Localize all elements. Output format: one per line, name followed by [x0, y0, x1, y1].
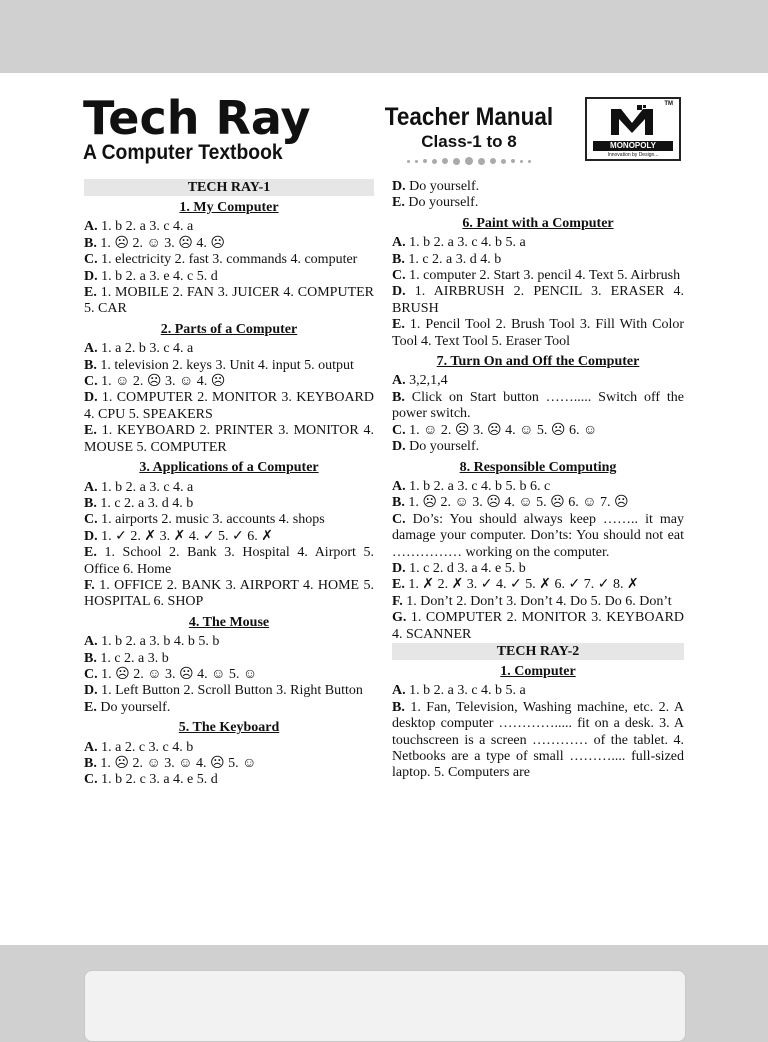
answer-text: 1. b 2. a 3. c 4. a	[101, 479, 194, 495]
logo-name: MONOPOLY	[593, 141, 673, 151]
answer-text: 1. MOBILE 2. FAN 3. JUICER 4. COMPUTER 5. CAR	[84, 285, 375, 317]
answer-item	[392, 284, 684, 317]
answer-text: 1. b 2. a 3. c 4. b 5. a	[409, 235, 526, 251]
manual-block	[372, 103, 566, 165]
answer-text: 1. COMPUTER 2. MONITOR 3. KEYBOARD 4. CPU 5. SPEAKERS	[84, 390, 374, 422]
answer-label: F.	[392, 593, 403, 609]
answer-label: D.	[84, 683, 98, 699]
answer-item	[84, 772, 374, 788]
answer-item	[84, 358, 374, 374]
answer-item	[392, 195, 684, 211]
answer-label: A.	[84, 479, 98, 495]
answer-text: 1. c 2. a 3. d 4. b	[100, 495, 194, 511]
class-range: Class-1 to 8	[421, 132, 517, 151]
answer-item	[392, 594, 684, 610]
answer-text: 1. airports 2. music 3. accounts 4. shops	[101, 512, 325, 528]
answer-item	[84, 496, 374, 512]
section-bar: TECH RAY-2	[392, 643, 684, 660]
answer-item	[84, 390, 374, 423]
chapter-heading: 3. Applications of a Computer	[139, 460, 319, 476]
answer-item	[392, 561, 684, 577]
answer-label: E.	[84, 285, 97, 301]
answer-label: E.	[392, 577, 405, 593]
answer-label: C.	[84, 666, 98, 682]
answer-item	[392, 268, 684, 284]
answer-label: B.	[84, 756, 97, 771]
answer-item	[392, 700, 684, 782]
answer-item	[392, 512, 684, 561]
answer-label: E.	[392, 195, 405, 211]
answer-text: Do yourself.	[409, 179, 480, 194]
answer-text: 1. b 2. a 3. c 4. b 5. b 6. c	[409, 478, 551, 494]
answer-item	[84, 740, 374, 756]
answer-text: 1. KEYBOARD 2. PRINTER 3. MONITOR 4. MOUSE 5. COMPUTER	[84, 423, 375, 455]
answer-text: 1. ☹ 2. ☺ 3. ☹ 4. ☺ 5. ☺	[101, 666, 258, 682]
answer-label: E.	[392, 317, 405, 333]
answer-label: C.	[392, 268, 406, 284]
answer-item	[84, 219, 374, 235]
answer-text: 1. c 2. a 3. d 4. b	[408, 251, 502, 267]
answer-item	[392, 439, 684, 455]
right-column	[392, 179, 684, 782]
answer-item	[84, 545, 374, 578]
answer-label: A.	[392, 235, 406, 251]
answer-item	[84, 651, 374, 667]
answer-text: 1. television 2. keys 3. Unit 4. input 5. output	[100, 357, 354, 373]
answer-item	[84, 667, 374, 683]
answer-label: C.	[392, 422, 406, 438]
answer-text: 1. ✓ 2. ✗ 3. ✗ 4. ✓ 5. ✓ 6. ✗	[101, 528, 274, 544]
answer-label: C.	[392, 511, 406, 527]
answer-label: A.	[84, 341, 98, 357]
answer-label: D.	[84, 390, 98, 406]
answer-text: 1. b 2. a 3. c 4. a	[101, 219, 194, 235]
answer-item	[392, 423, 684, 439]
section-bar: TECH RAY-1	[84, 179, 374, 196]
answer-item	[392, 683, 684, 699]
answer-label: C.	[84, 374, 98, 390]
chapter-heading: 1. My Computer	[179, 200, 279, 215]
chapter-heading: 1. Computer	[500, 663, 576, 679]
brand-block	[83, 91, 311, 165]
answer-text: 1. b 2. a 3. e 4. c 5. d	[101, 268, 218, 284]
answer-label: D.	[84, 268, 98, 284]
answer-text: 1. ☹ 2. ☺ 3. ☺ 4. ☹ 5. ☺	[100, 756, 257, 771]
answer-label: C.	[84, 252, 98, 268]
answer-label: A.	[84, 219, 98, 235]
answer-text: 1. COMPUTER 2. MONITOR 3. KEYBOARD 4. SCANNER	[392, 610, 685, 642]
left-column	[84, 179, 374, 789]
answer-label: B.	[84, 650, 97, 666]
answer-item	[84, 480, 374, 496]
answer-text: 1. electricity 2. fast 3. commands 4. computer	[101, 252, 358, 268]
answer-item	[84, 269, 374, 285]
answer-item	[392, 479, 684, 495]
answer-item	[392, 179, 684, 195]
answer-text: 1. a 2. b 3. c 4. a	[101, 341, 194, 357]
answer-label: B.	[84, 495, 97, 511]
answer-item	[392, 577, 684, 593]
answer-text: 1. School 2. Bank 3. Hospital 4. Airport 5. Office 6. Home	[84, 545, 374, 577]
answer-text: 1. AIRBRUSH 2. PENCIL 3. ERASER 4. BRUSH	[392, 284, 684, 316]
answer-label: B.	[392, 699, 405, 715]
answer-item	[392, 610, 684, 643]
answer-item	[84, 578, 374, 611]
answer-item	[84, 756, 374, 772]
bottom-panel	[84, 970, 686, 1042]
answer-item	[84, 634, 374, 650]
answer-text: Do yourself.	[409, 439, 480, 455]
chapter-heading: 2. Parts of a Computer	[160, 321, 298, 337]
answer-text: 1. b 2. c 3. a 4. e 5. d	[101, 772, 218, 788]
answer-label: A.	[392, 373, 406, 389]
answer-label: G.	[392, 610, 407, 626]
answer-text: 1. c 2. d 3. a 4. e 5. b	[409, 560, 526, 576]
answer-label: B.	[392, 389, 405, 405]
answer-text: 1. Don’t 2. Don’t 3. Don’t 4. Do 5. Do 6. Don’t	[406, 593, 672, 609]
answer-text: 1. Left Button 2. Scroll Button 3. Right Button	[101, 683, 363, 699]
answer-text: Click on Start button ……..... Switch off the power switch.	[392, 389, 685, 422]
book-title: Tech Ray	[83, 91, 311, 145]
document-page	[0, 73, 768, 945]
chapter-heading: 4. The Mouse	[188, 614, 270, 630]
answer-label: A.	[392, 478, 406, 494]
answer-label: B.	[84, 235, 97, 251]
answer-item	[392, 317, 684, 350]
answer-text: 3,2,1,4	[409, 373, 448, 389]
answer-text: 1. Pencil Tool 2. Brush Tool 3. Fill With Color Tool 4. Text Tool 5. Eraser Tool	[392, 317, 685, 349]
answer-item	[392, 373, 684, 389]
answer-item	[84, 700, 374, 716]
answer-item	[392, 252, 684, 268]
answer-label: C.	[84, 772, 98, 788]
manual-title: Teacher Manual	[384, 103, 554, 131]
answer-label: D.	[392, 439, 406, 455]
answer-item	[84, 341, 374, 357]
answer-label: D.	[392, 560, 406, 576]
answer-text: 1. ☺ 2. ☹ 3. ☺ 4. ☹	[101, 374, 226, 390]
answer-item	[392, 235, 684, 251]
decorative-dots	[372, 157, 566, 165]
answer-text: 1. ☹ 2. ☺ 3. ☹ 4. ☹	[100, 235, 225, 251]
answer-text: 1. ☺ 2. ☹ 3. ☹ 4. ☺ 5. ☹ 6. ☺	[409, 422, 598, 438]
answer-label: B.	[392, 495, 405, 511]
answer-label: B.	[84, 357, 97, 373]
answer-label: B.	[392, 251, 405, 267]
chapter-heading: 6. Paint with a Computer	[462, 215, 614, 231]
answer-label: E.	[84, 545, 97, 561]
answer-item	[84, 252, 374, 268]
chapter-heading: 8. Responsible Computing	[459, 459, 617, 475]
answer-label: C.	[84, 512, 98, 528]
answer-text: 1. ✗ 2. ✗ 3. ✓ 4. ✓ 5. ✗ 6. ✓ 7. ✓ 8. ✗	[408, 577, 639, 593]
answer-label: D.	[392, 179, 406, 194]
answer-text: 1. a 2. c 3. c 4. b	[101, 739, 194, 755]
answer-item	[84, 683, 374, 699]
answer-label: E.	[84, 699, 97, 715]
answer-label: A.	[392, 683, 406, 699]
logo-tagline: Innovation by Design...	[607, 152, 659, 158]
answer-text: Do yourself.	[408, 195, 479, 211]
answer-text: 1. OFFICE 2. BANK 3. AIRPORT 4. HOME 5. HOSPITAL 6. SHOP	[84, 577, 375, 610]
chapter-heading: 7. Turn On and Off the Computer	[436, 354, 640, 370]
answer-label: D.	[392, 284, 406, 300]
answer-text: 1. b 2. a 3. c 4. b 5. a	[409, 683, 526, 699]
answer-label: D.	[84, 528, 98, 544]
answer-item	[392, 390, 684, 423]
answer-text: Do yourself.	[100, 699, 171, 715]
publisher-logo	[585, 97, 681, 161]
answer-item	[392, 495, 684, 511]
answer-label: F.	[84, 577, 95, 593]
answer-label: A.	[84, 634, 98, 650]
answer-text: 1. Fan, Television, Washing machine, etc. 2. A desktop computer …………..... fit on a desk. 3. A touchscreen is a screen ………… of the tablet. 4. Netbooks are a type of small ……….... full-sized laptop. 5. Computers are	[392, 699, 684, 781]
answer-item	[84, 236, 374, 252]
logo-trademark: TM	[664, 101, 673, 107]
answer-text: Do’s: You should always keep …….. it may damage your computer. Don’ts: You should not eat …………… working on the computer.	[392, 511, 684, 560]
answer-item	[84, 374, 374, 390]
answer-label: A.	[84, 739, 98, 755]
answer-text: 1. computer 2. Start 3. pencil 4. Text 5. Airbrush	[409, 268, 681, 284]
answer-text: 1. b 2. a 3. b 4. b 5. b	[101, 634, 220, 650]
answer-item	[84, 423, 374, 456]
answer-item	[84, 529, 374, 545]
chapter-heading: 5. The Keyboard	[178, 720, 280, 736]
answer-text: 1. ☹ 2. ☺ 3. ☹ 4. ☺ 5. ☹ 6. ☺ 7. ☹	[408, 495, 629, 511]
answer-text: 1. c 2. a 3. b	[100, 650, 169, 666]
answer-label: E.	[84, 423, 97, 439]
logo-mark-icon	[607, 105, 657, 137]
answer-item	[84, 512, 374, 528]
answer-item	[84, 285, 374, 318]
book-subtitle: A Computer Textbook	[83, 141, 283, 164]
